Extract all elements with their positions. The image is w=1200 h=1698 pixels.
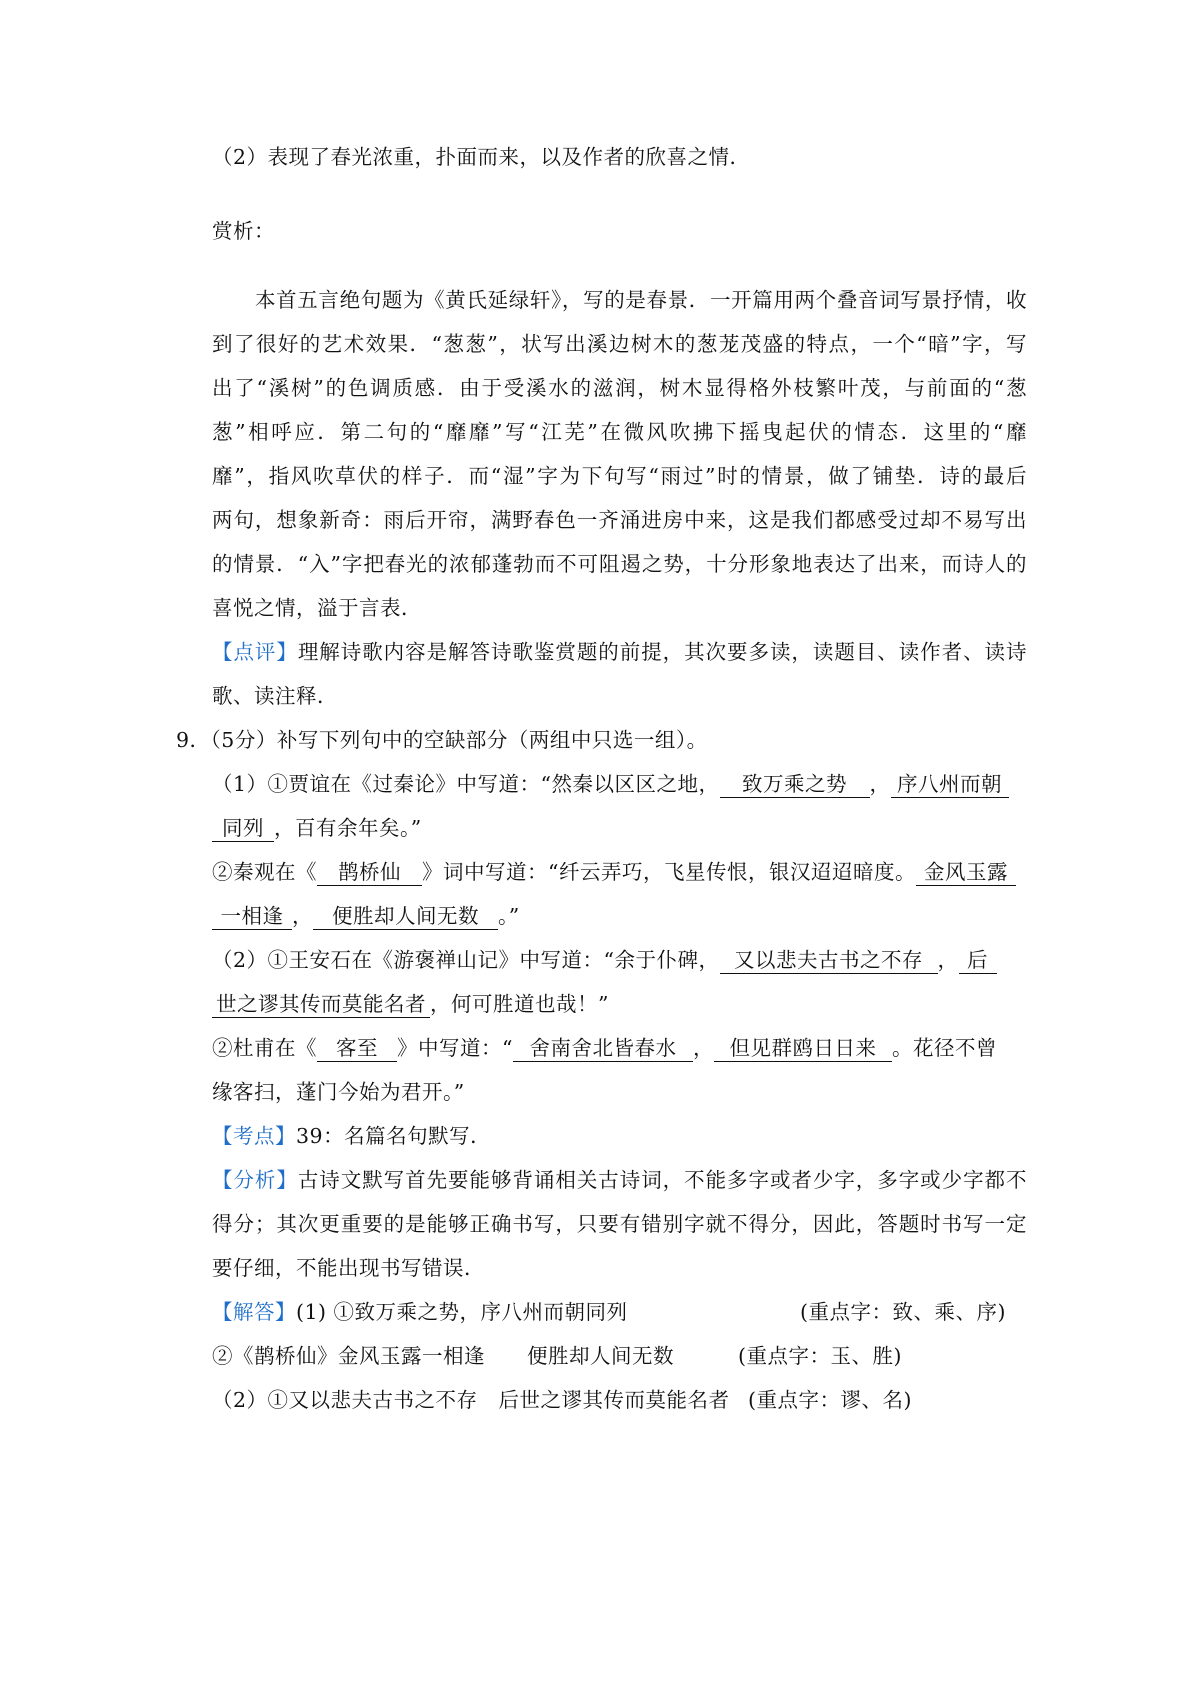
- q9-group2-item2: ②杜甫在《 客至 》中写道：“ 舍南舍北皆春水 ， 但见群鸥日日来 。花径不曾: [212, 1036, 997, 1060]
- blank-answer: 后: [959, 947, 997, 974]
- q9-group1-item1: （1）①贾谊在《过秦论》中写道：“然秦以区区之地， 致万乘之势 ， 序八州而朝: [212, 769, 1009, 799]
- jieda-line-1: 【解答】(1) ①致万乘之势，序八州而朝同列: [212, 1300, 628, 1324]
- jieda-note-3: (重点字：谬、名): [748, 1388, 912, 1412]
- jieda-tag: 【解答】: [212, 1300, 296, 1324]
- kaodian-line: 【考点】39：名篇名句默写．: [212, 1124, 492, 1148]
- fenxi-line-3: 要仔细，不能出现书写错误．: [212, 1256, 485, 1280]
- appreciation-line-2: 到了很好的艺术效果．“葱葱”，状写出溪边树木的葱茏茂盛的特点，一个“暗”字，写: [212, 332, 1027, 356]
- blank-answer: 序八州而朝: [891, 771, 1009, 798]
- comment-line-1: [212, 637, 1027, 667]
- appreciation-heading: 赏析：: [212, 219, 275, 243]
- blank-answer: 便胜却人间无数: [313, 903, 498, 930]
- fenxi-line-2: 得分；其次更重要的是能够正确书写，只要有错别字就不得分，因此，答题时书写一定: [212, 1212, 1027, 1236]
- comment-text: 理解诗歌内容是解答诗歌鉴赏题的前提，其次要多读，读题目、读作者、读诗: [297, 640, 1028, 664]
- q9-group2-item2-cont: 缘客扫，蓬门今始为君开。”: [212, 1080, 465, 1104]
- q9-group1-item2-cont: 一相逢 ， 便胜却人间无数 。”: [212, 901, 520, 931]
- blank-answer: 致万乘之势: [720, 771, 870, 798]
- q9-group2-item1-cont: 世之谬其传而莫能名者 ，何可胜道也哉！”: [212, 989, 609, 1019]
- q9-group2-item1: （2）①王安石在《游褒禅山记》中写道：“余于仆碑， 又以悲夫古书之不存 ， 后: [212, 945, 997, 975]
- answer-line-2: （2）表现了春光浓重，扑面而来，以及作者的欣喜之情．: [212, 145, 751, 169]
- jieda-note-2: (重点字：玉、胜): [738, 1344, 902, 1368]
- appreciation-line-3: 出了“溪树”的色调质感．由于受溪水的滋润，树木显得格外枝繁叶茂，与前面的“葱: [212, 376, 1027, 400]
- blank-answer: 金风玉露: [916, 859, 1016, 886]
- appreciation-line-1: 本首五言绝句题为《黄氏延绿轩》，写的是春景．一开篇用两个叠音词写景抒情，收: [255, 288, 1027, 312]
- blank-answer: 世之谬其传而莫能名者: [212, 991, 430, 1018]
- comment-tag: 【点评】: [212, 640, 298, 664]
- blank-answer: 一相逢: [212, 903, 292, 930]
- blank-answer: 但见群鸥日日来: [714, 1035, 892, 1062]
- appreciation-line-4: 葱”相呼应．第二句的“靡靡”写“江芜”在微风吹拂下摇曳起伏的情态．这里的“靡: [212, 420, 1027, 444]
- jieda-note-1: (重点字：致、乘、序): [800, 1300, 1006, 1324]
- appreciation-line-6: 两句，想象新奇：雨后开帘，满野春色一齐涌进房中来，这是我们都感受过却不易写出: [212, 508, 1027, 532]
- q9-group1-item1-cont: 同列 ，百有余年矣。”: [212, 813, 422, 843]
- jieda-line-3: （2）①又以悲夫古书之不存 后世之谬其传而莫能名者: [212, 1388, 730, 1412]
- blank-answer: 客至: [317, 1035, 397, 1062]
- blank-answer: 同列: [212, 815, 274, 842]
- fenxi-line-1: 【分析】古诗文默写首先要能够背诵相关古诗词，不能多字或者少字，多字或少字都不: [212, 1168, 1028, 1192]
- kaodian-tag: 【考点】: [212, 1124, 296, 1148]
- q9-group1-item2: ②秦观在《 鹊桥仙 》词中写道：“纤云弄巧，飞星传恨，银汉迢迢暗度。 金风玉露: [212, 857, 1016, 887]
- jieda-line-2: ②《鹊桥仙》金风玉露一相逢 便胜却人间无数: [212, 1344, 674, 1368]
- appreciation-line-7: 的情景．“入”字把春光的浓郁蓬勃而不可阻遏之势，十分形象地表达了出来，而诗人的: [212, 552, 1027, 576]
- fenxi-tag: 【分析】: [212, 1168, 298, 1192]
- blank-answer: 舍南舍北皆春水: [513, 1035, 693, 1062]
- blank-answer: 鹊桥仙: [317, 859, 422, 886]
- comment-line-2: 歌、读注释．: [212, 684, 338, 708]
- appreciation-line-5: 靡”，指风吹草伏的样子．而“湿”字为下句写“雨过”时的情景，做了铺垫．诗的最后: [212, 464, 1027, 488]
- blank-answer: 又以悲夫古书之不存: [720, 947, 938, 974]
- question-9-stem: 9．（5分）补写下列句中的空缺部分（两组中只选一组）。: [176, 728, 708, 752]
- appreciation-line-8: 喜悦之情，溢于言表．: [212, 596, 422, 620]
